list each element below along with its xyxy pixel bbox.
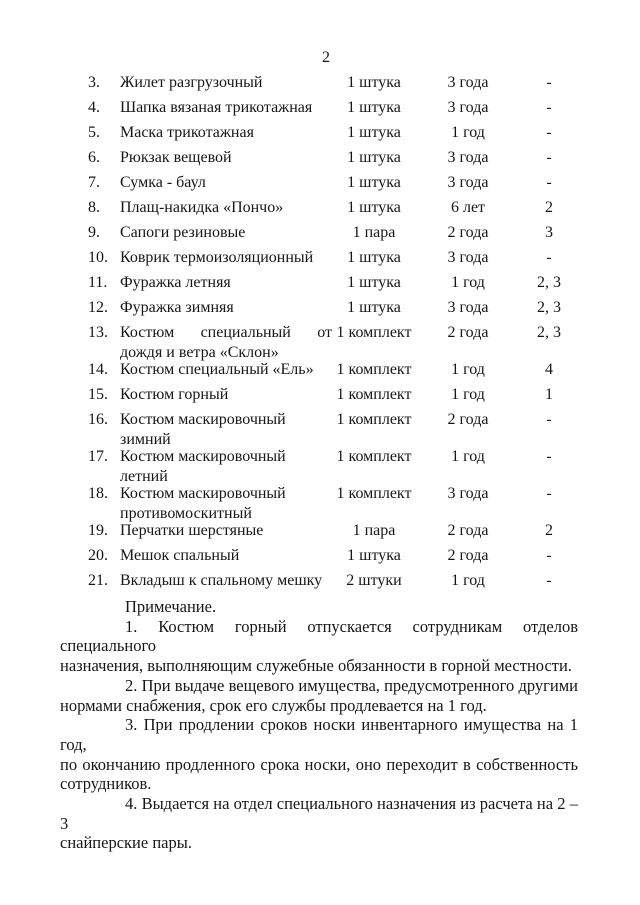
table-row (88, 198, 578, 218)
item-quantity: 1 штука (347, 74, 401, 91)
item-quantity: 1 комплект (336, 324, 412, 341)
item-note-ref: - (546, 149, 552, 166)
table-row (88, 571, 578, 591)
item-note-ref: 2 (545, 522, 553, 539)
item-name (120, 447, 332, 487)
item-quantity: 1 комплект (336, 386, 412, 403)
item-note-ref: 2 (545, 199, 553, 216)
item-name (120, 298, 332, 318)
note-line: 1. Костюм горный отпускается сотрудникам отделов специального (60, 616, 578, 656)
item-wear-term: 2 года (447, 411, 489, 428)
item-note-ref: - (546, 411, 552, 428)
item-note-ref: 2, 3 (537, 274, 561, 291)
table-row (88, 73, 578, 93)
item-name (120, 273, 332, 293)
item-note-ref: - (546, 74, 552, 91)
item-name (120, 571, 332, 591)
item-quantity: 1 штука (347, 249, 401, 266)
item-note-ref: 4 (545, 361, 553, 378)
item-wear-term: 3 года (447, 485, 489, 502)
table-row (88, 148, 578, 168)
item-quantity: 1 штука (347, 299, 401, 316)
item-note-ref: - (546, 572, 552, 589)
row-number: 3. (88, 74, 100, 91)
item-quantity: 1 комплект (336, 485, 412, 502)
item-wear-term: 3 года (447, 299, 489, 316)
table-row (88, 410, 578, 450)
item-note-ref: - (546, 547, 552, 564)
row-number: 14. (88, 361, 108, 378)
table-row (88, 385, 578, 405)
item-quantity: 1 штука (347, 149, 401, 166)
item-wear-term: 2 года (447, 522, 489, 539)
row-number: 13. (88, 324, 108, 341)
row-number: 17. (88, 448, 108, 465)
note-line: сотрудников. (60, 774, 152, 794)
item-name-line: летний (120, 468, 168, 485)
table-row (88, 484, 578, 524)
item-note-ref: 2, 3 (537, 299, 561, 316)
item-name-line: зимний (120, 431, 171, 448)
note-paragraph (60, 794, 578, 853)
item-name-line: Костюм специальный от (120, 324, 332, 341)
item-name (120, 198, 332, 218)
row-number: 4. (88, 99, 100, 116)
item-wear-term: 6 лет (450, 199, 486, 216)
table-row (88, 98, 578, 118)
item-wear-term: 1 год (451, 124, 485, 141)
item-quantity: 2 штуки (346, 572, 402, 589)
note-line: нормами снабжения, срок его службы продлевается на 1 год. (60, 695, 487, 715)
table-row (88, 273, 578, 293)
item-name (120, 248, 332, 268)
row-number: 9. (88, 224, 100, 241)
row-number: 19. (88, 522, 108, 539)
item-wear-term: 1 год (451, 274, 485, 291)
item-quantity: 1 штука (347, 547, 401, 564)
row-number: 11. (88, 274, 108, 291)
row-number: 7. (88, 174, 100, 191)
item-wear-term: 1 год (451, 361, 485, 378)
item-quantity: 1 штука (347, 274, 401, 291)
item-wear-term: 1 год (451, 386, 485, 403)
item-quantity: 1 штука (347, 124, 401, 141)
item-name-line: Фуражка летняя (120, 274, 231, 291)
item-name (120, 521, 332, 541)
item-note-ref: - (546, 124, 552, 141)
table-row (88, 546, 578, 566)
item-note-ref: - (546, 174, 552, 191)
note-line: снайперские пары. (60, 833, 192, 853)
item-name-line: Фуражка зимняя (120, 299, 234, 316)
item-wear-term: 3 года (447, 74, 489, 91)
item-quantity: 1 штука (347, 174, 401, 191)
item-quantity: 1 комплект (336, 361, 412, 378)
note-paragraph (60, 676, 578, 715)
item-note-ref: 2, 3 (537, 324, 561, 341)
row-number: 8. (88, 199, 100, 216)
item-name-line: Костюм маскировочный (120, 411, 286, 428)
row-number: 6. (88, 149, 100, 166)
item-name (120, 484, 332, 524)
item-quantity: 1 штука (347, 99, 401, 116)
item-name-line: Плащ-накидка «Пончо» (120, 199, 284, 216)
item-name (120, 385, 332, 405)
row-number: 18. (88, 485, 108, 502)
table-row (88, 521, 578, 541)
table-row (88, 173, 578, 193)
item-note-ref: - (546, 249, 552, 266)
table-row (88, 248, 578, 268)
table-row (88, 298, 578, 318)
item-name-line: Вкладыш к спальному мешку (120, 572, 323, 589)
item-name (120, 410, 332, 450)
item-name-line: Сумка - баул (120, 174, 206, 191)
item-note-ref: 1 (545, 386, 553, 403)
item-wear-term: 2 года (447, 547, 489, 564)
table-row (88, 360, 578, 380)
table-row (88, 123, 578, 143)
row-number: 15. (88, 386, 108, 403)
item-name-line: Костюм маскировочный (120, 485, 286, 502)
note-line: 4. Выдается на отдел специального назначения из расчета на 2 – 3 (60, 794, 578, 833)
row-number: 16. (88, 411, 108, 428)
notes-list (60, 617, 578, 853)
item-quantity: 1 комплект (336, 411, 412, 428)
item-name (120, 123, 332, 143)
item-name (120, 148, 332, 168)
note-line: назначения, выполняющим служебные обязанности в горной местности. (60, 656, 572, 676)
note-paragraph (60, 715, 578, 794)
table-row (88, 447, 578, 487)
item-note-ref: - (546, 448, 552, 465)
item-wear-term: 1 год (451, 572, 485, 589)
item-note-ref: - (546, 485, 552, 502)
item-name-line: Перчатки шерстяные (120, 522, 264, 539)
row-number: 5. (88, 124, 100, 141)
note-line: 3. При продлении сроков носки инвентарного имущества на 1 год, (60, 715, 578, 754)
supply-table (88, 73, 578, 596)
table-row (88, 323, 578, 363)
item-name (120, 360, 332, 380)
item-quantity: 1 комплект (336, 448, 412, 465)
item-name-line: Шапка вязаная трикотажная (120, 99, 313, 116)
item-name-line: противомоскитный (120, 505, 252, 522)
item-name (120, 546, 332, 566)
item-name-line: Маска трикотажная (120, 124, 254, 141)
item-name-line: Сапоги резиновые (120, 224, 246, 241)
table-row (88, 223, 578, 243)
item-wear-term: 3 года (447, 249, 489, 266)
row-number: 21. (88, 572, 108, 589)
item-name-line: Коврик термоизоляционный (120, 249, 314, 266)
item-wear-term: 1 год (451, 448, 485, 465)
item-note-ref: - (546, 99, 552, 116)
item-wear-term: 3 года (447, 99, 489, 116)
page-number: 2 (322, 49, 330, 66)
row-number: 10. (88, 249, 108, 266)
note-paragraph (60, 617, 578, 676)
item-wear-term: 2 года (447, 324, 489, 341)
item-wear-term: 2 года (447, 224, 489, 241)
item-name (120, 223, 332, 243)
item-name-line: Рюкзак вещевой (120, 149, 232, 166)
item-wear-term: 3 года (447, 174, 489, 191)
row-number: 20. (88, 547, 108, 564)
item-quantity: 1 штука (347, 199, 401, 216)
item-name-line: дождя и ветра «Склон» (120, 344, 279, 361)
notes-section (60, 597, 578, 853)
item-name (120, 173, 332, 193)
note-line: по окончанию продленного срока носки, оно переходит в собственность (60, 754, 578, 774)
item-note-ref: 3 (545, 224, 553, 241)
item-name-line: Мешок спальный (120, 547, 240, 564)
item-quantity: 1 пара (352, 522, 396, 539)
item-name (120, 323, 332, 363)
item-name-line: Костюм маскировочный (120, 448, 286, 465)
item-name-line: Костюм специальный «Ель» (120, 361, 314, 378)
item-name-line: Костюм горный (120, 386, 229, 403)
item-wear-term: 3 года (447, 149, 489, 166)
item-name-line: Жилет разгрузочный (120, 74, 263, 91)
item-name (120, 73, 332, 93)
note-line: 2. При выдаче вещевого имущества, предусмотренного другими (125, 675, 578, 695)
item-quantity: 1 пара (352, 224, 396, 241)
row-number: 12. (88, 299, 108, 316)
notes-title: Примечание. (125, 597, 217, 616)
item-name (120, 98, 332, 118)
